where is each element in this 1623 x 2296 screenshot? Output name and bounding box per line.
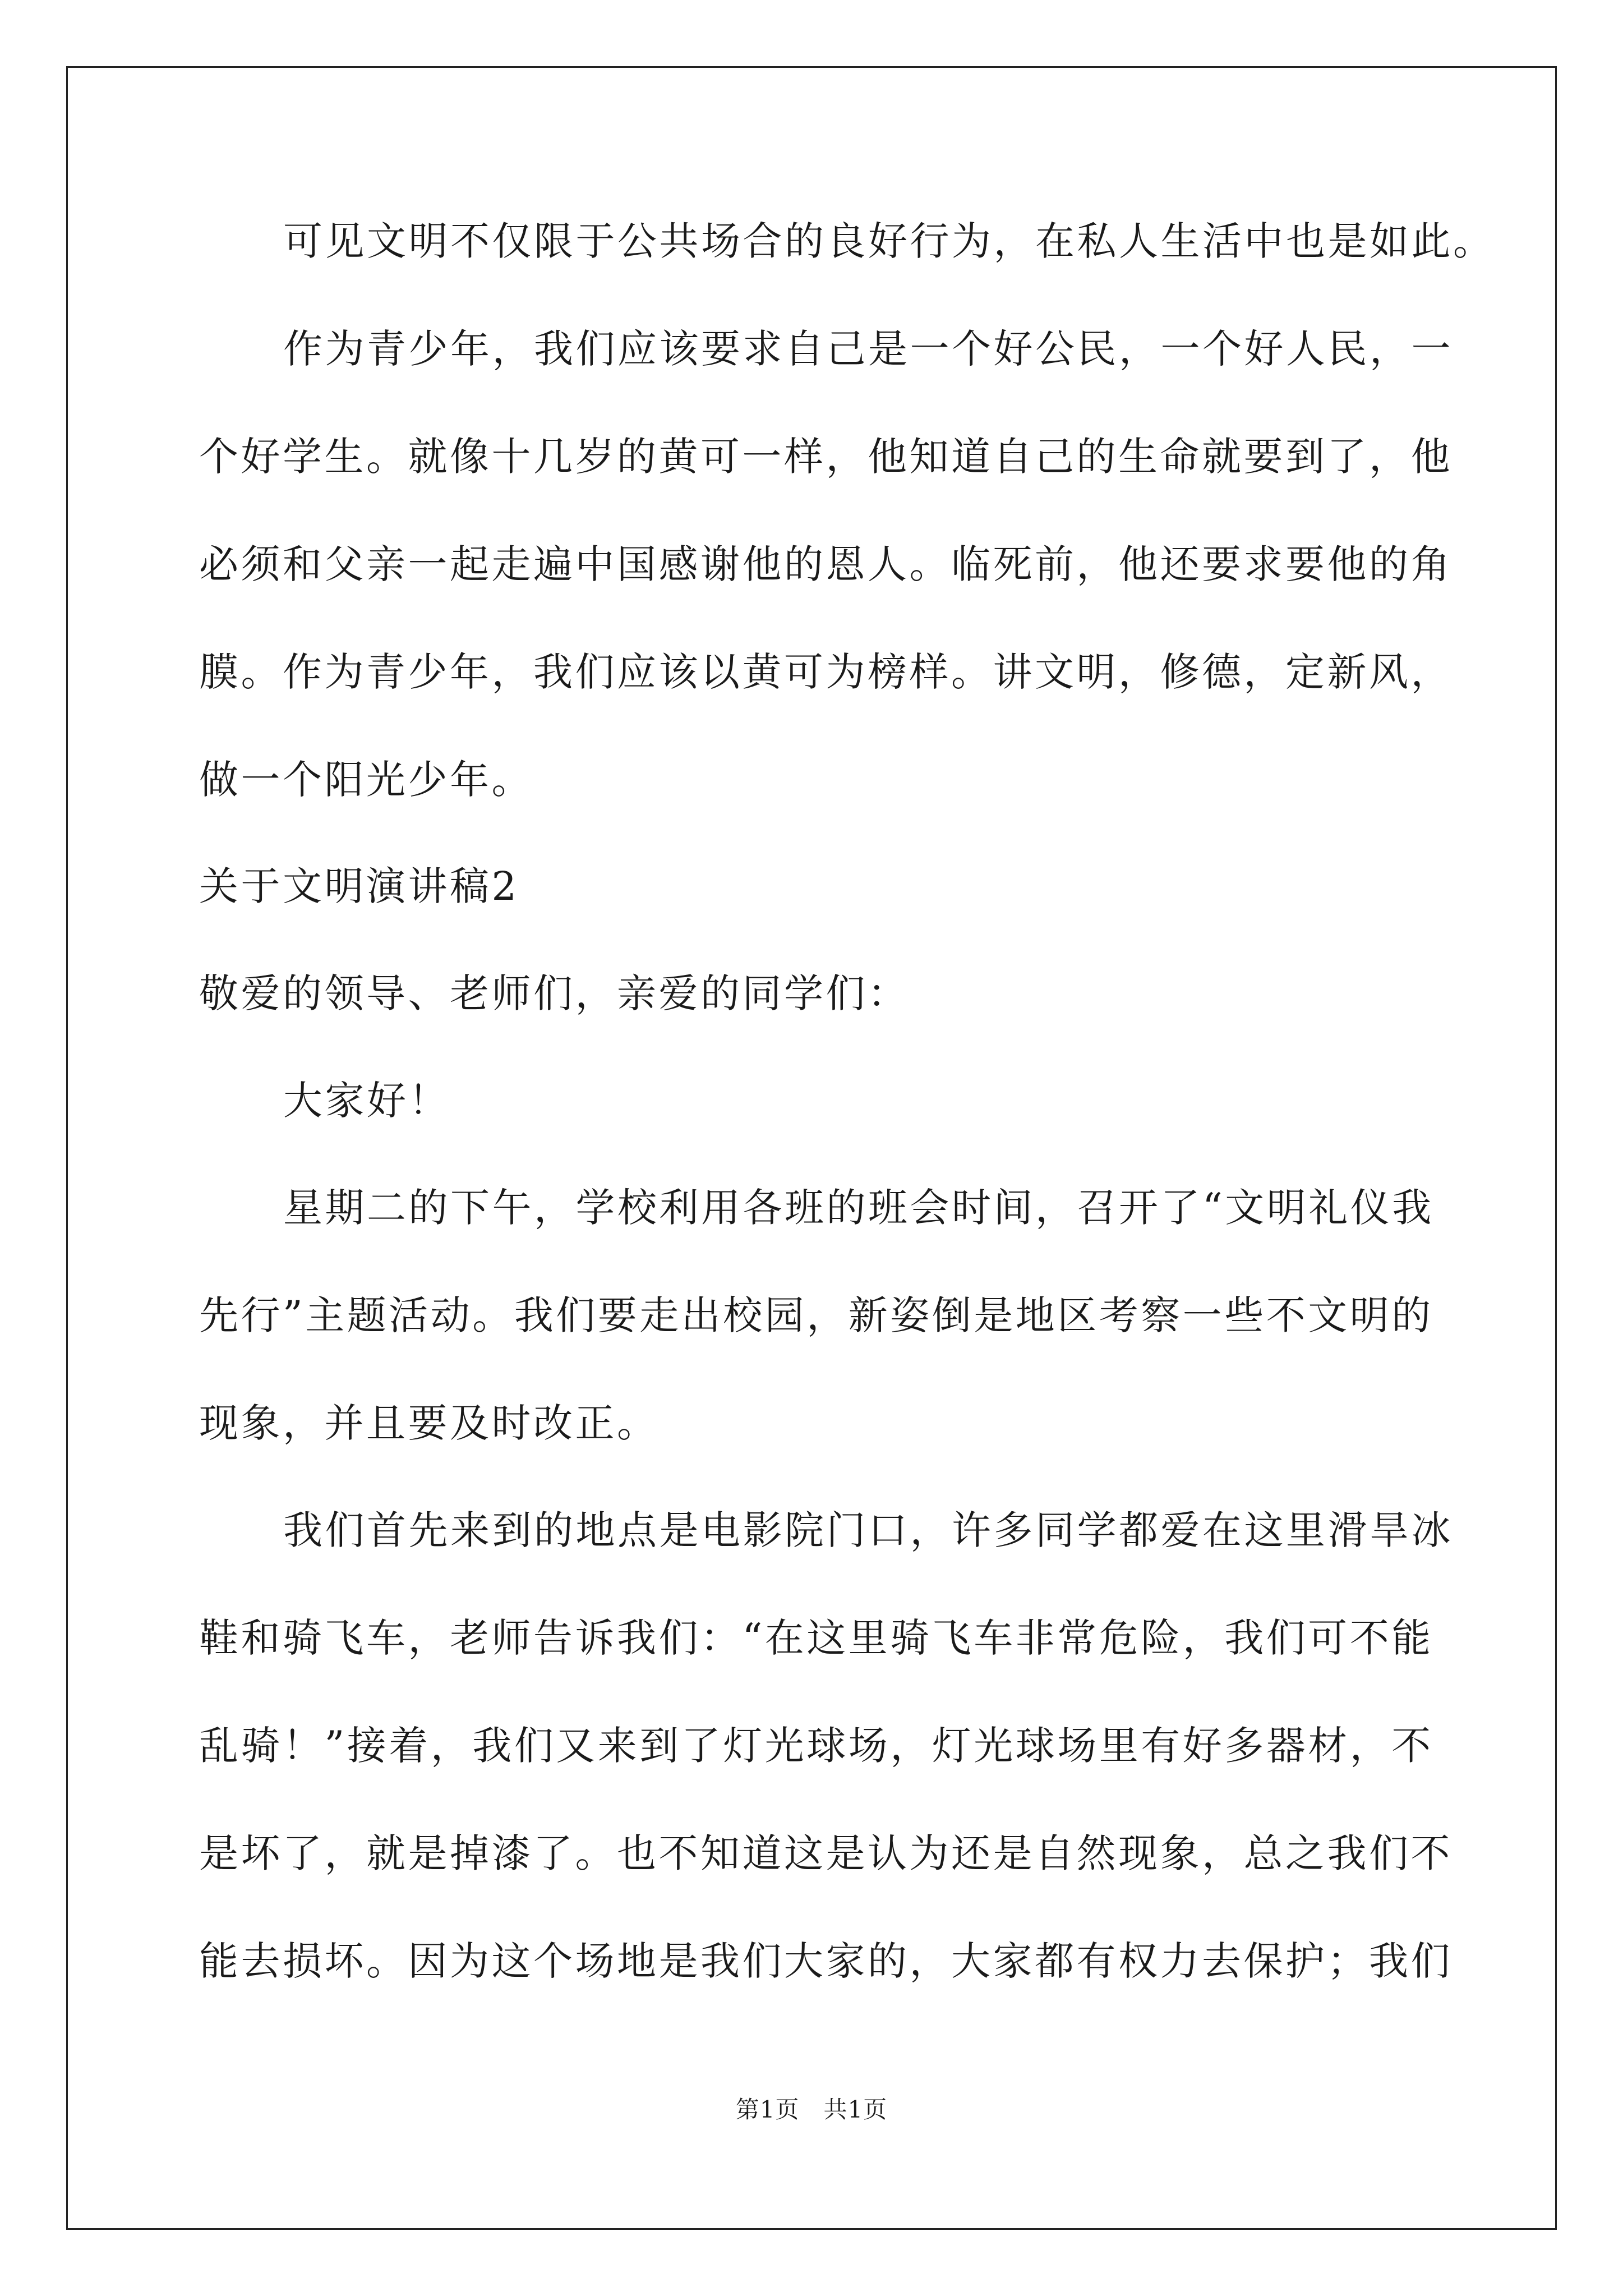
page-number-footer: 第1页 共1页 xyxy=(735,2096,888,2123)
greeting: 大家好！ xyxy=(283,1078,450,1124)
paragraph-line: 膜。作为青少年，我们应该以黄可为榜样。讲文明，修德，定新风， xyxy=(199,649,1453,695)
paragraph-line: 鞋和骑飞车，老师告诉我们：“在这里骑飞车非常危险，我们可不能 xyxy=(199,1615,1433,1661)
paragraph-line: 必须和父亲一起走遍中国感谢他的恩人。临死前，他还要求要他的角 xyxy=(199,541,1453,587)
paragraph-line: 星期二的下午，学校利用各班的班会时间，召开了“文明礼仪我 xyxy=(283,1185,1434,1231)
paragraph-line: 做一个阳光少年。 xyxy=(199,757,533,803)
page-border xyxy=(66,66,1557,2230)
paragraph-line: 个好学生。就像十几岁的黄可一样，他知道自己的生命就要到了，他 xyxy=(199,434,1453,480)
paragraph-line: 是坏了，就是掉漆了。也不知道这是认为还是自然现象，总之我们不 xyxy=(199,1830,1453,1876)
paragraph-line: 作为青少年，我们应该要求自己是一个好公民，一个好人民，一 xyxy=(283,326,1453,372)
paragraph-line: 我们首先来到的地点是电影院门口，许多同学都爱在这里滑旱冰 xyxy=(283,1507,1453,1553)
paragraph-line: 能去损坏。因为这个场地是我们大家的，大家都有权力去保护；我们 xyxy=(199,1938,1453,1984)
paragraph-line: 先行”主题活动。我们要走出校园，新姿倒是地区考察一些不文明的 xyxy=(199,1292,1433,1338)
paragraph-line: 可见文明不仅限于公共场合的良好行为，在私人生活中也是如此。 xyxy=(283,218,1495,264)
section-title: 关于文明演讲稿2 xyxy=(199,863,519,909)
salutation: 敬爱的领导、老师们，亲爱的同学们： xyxy=(199,970,910,1016)
paragraph-line: 现象，并且要及时改正。 xyxy=(199,1400,659,1446)
paragraph-line: 乱骑！”接着，我们又来到了灯光球场，灯光球场里有好多器材，不 xyxy=(199,1723,1433,1769)
